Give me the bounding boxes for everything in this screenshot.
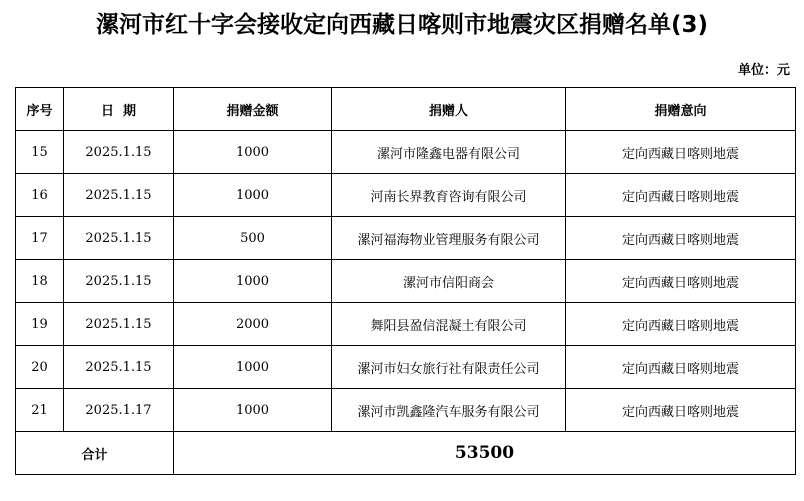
- cell-serial: 18: [16, 260, 64, 303]
- cell-donor: 漯河市凯鑫隆汽车服务有限公司: [332, 389, 566, 432]
- table-header-row: [16, 88, 796, 131]
- total-label: 合计: [16, 432, 174, 475]
- cell-serial: 17: [16, 217, 64, 260]
- cell-date: 2025.1.15: [64, 217, 174, 260]
- cell-intent: 定向西藏日喀则地震: [566, 174, 796, 217]
- cell-donor: 漯河市信阳商会: [332, 260, 566, 303]
- cell-intent: 定向西藏日喀则地震: [566, 217, 796, 260]
- cell-intent: 定向西藏日喀则地震: [566, 303, 796, 346]
- cell-date: 2025.1.15: [64, 303, 174, 346]
- cell-date: 2025.1.17: [64, 389, 174, 432]
- cell-serial: 16: [16, 174, 64, 217]
- cell-intent: 定向西藏日喀则地震: [566, 389, 796, 432]
- page-title: 漯河市红十字会接收定向西藏日喀则市地震灾区捐赠名单(3): [95, 12, 709, 38]
- cell-donor: 漯河市妇女旅行社有限责任公司: [332, 346, 566, 389]
- cell-amount: 1000: [174, 260, 332, 303]
- header-donor: 捐赠人: [332, 88, 566, 131]
- cell-intent: 定向西藏日喀则地震: [566, 131, 796, 174]
- cell-donor: 漯河福海物业管理服务有限公司: [332, 217, 566, 260]
- cell-serial: 15: [16, 131, 64, 174]
- cell-amount: 2000: [174, 303, 332, 346]
- table-row: [16, 131, 796, 174]
- table-row: [16, 303, 796, 346]
- cell-date: 2025.1.15: [64, 346, 174, 389]
- cell-donor: 河南长界教育咨询有限公司: [332, 174, 566, 217]
- header-intent: 捐赠意向: [566, 88, 796, 131]
- cell-amount: 1000: [174, 389, 332, 432]
- cell-amount: 1000: [174, 346, 332, 389]
- cell-intent: 定向西藏日喀则地震: [566, 346, 796, 389]
- header-date: 日 期: [64, 88, 174, 131]
- cell-amount: 1000: [174, 131, 332, 174]
- table-row: [16, 346, 796, 389]
- cell-serial: 19: [16, 303, 64, 346]
- cell-date: 2025.1.15: [64, 174, 174, 217]
- header-serial: 序号: [16, 88, 64, 131]
- header-amount: 捐赠金额: [174, 88, 332, 131]
- cell-donor: 舞阳县盈信混凝土有限公司: [332, 303, 566, 346]
- table-row: [16, 174, 796, 217]
- cell-serial: 21: [16, 389, 64, 432]
- total-row: [16, 432, 796, 475]
- donation-table: [15, 87, 796, 475]
- cell-serial: 20: [16, 346, 64, 389]
- cell-intent: 定向西藏日喀则地震: [566, 260, 796, 303]
- table-row: [16, 217, 796, 260]
- cell-amount: 500: [174, 217, 332, 260]
- table-row: [16, 260, 796, 303]
- cell-donor: 漯河市隆鑫电器有限公司: [332, 131, 566, 174]
- cell-amount: 1000: [174, 174, 332, 217]
- total-value: 53500: [174, 432, 796, 475]
- unit-label: 单位：元: [737, 63, 790, 78]
- cell-date: 2025.1.15: [64, 260, 174, 303]
- cell-date: 2025.1.15: [64, 131, 174, 174]
- table-row: [16, 389, 796, 432]
